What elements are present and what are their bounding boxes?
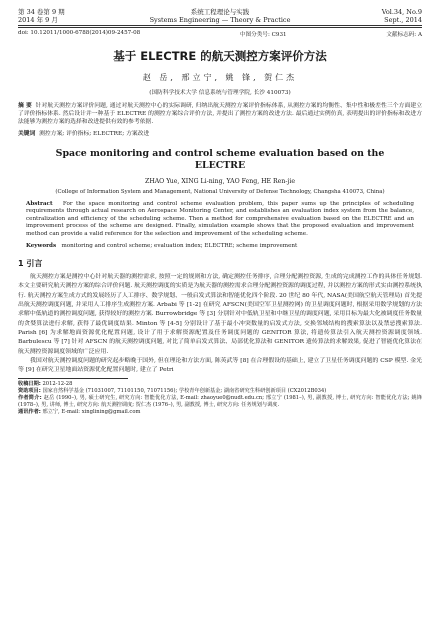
affiliation-cn: (国防科学技术大学 信息系统与管理学院, 长沙 410073): [149, 90, 291, 96]
keywords-cn: [18, 130, 422, 138]
abstract-text-cn: 针对航天测控方案评价问题, 通过对航天测控中心的实际调研, 归纳出航天测控方案评价指标体系, 从测控方案的均衡性、集中性和极差性三个方面建立了评价指标体系. 然后设计并一种基于 ELECTRE 的测控方案综合评价方法, 并提出了测控方案的改进方法. 最后通过实例仿真, 表明提出的评价指标和改进方法能够为测控方案的选择和改进提供有效的参考依据.: [18, 103, 422, 126]
abstract-cn: [18, 102, 422, 127]
body-paragraph-2: 我国对航天测控调度问题的研究起步略晚于国外, 但在理论和方法方面, 陈英武等 [8] 在合理假设的基础上, 建立了卫星任务调度问题的 CSP 模型. 金光等 [9] 在研究卫星地面站资源优化配置问题时, 建立了 Petri: [18, 357, 422, 374]
abstract-en: [26, 201, 414, 239]
bio-label: 作者简介:: [18, 395, 42, 402]
journal-name-en: Systems Engineering — Theory & Practice: [149, 16, 291, 24]
header-rule-thin: [18, 27, 422, 28]
funding-text: 国家自然科学基金 (71031007, 71101150, 71071156); 学校青年创新基金; 湖南省研究生科研创新项目 (CX2012B034): [42, 388, 327, 395]
keywords-text-en: monitoring and control scheme; evaluation index; ELECTRE; scheme improvement: [61, 242, 298, 249]
running-header: [18, 8, 422, 24]
section-heading-introduction: 1 引言: [18, 259, 43, 269]
journal-name-cn: 系统工程理论与实践: [190, 8, 250, 16]
footnote-bio: [18, 395, 422, 409]
abstract-label-en: Abstract: [26, 200, 53, 207]
doi: doi: 10.12011/1000-6788(2014)09-2457-08: [18, 30, 141, 36]
authors-cn: 赵 岳, 邢立宁, 姚 锋, 贺仁杰: [142, 73, 298, 82]
footnote-corresponding: [18, 409, 422, 416]
paper-page: [18, 8, 422, 416]
received-label: 收稿日期:: [18, 381, 41, 388]
funding-label: 资助项目:: [18, 388, 41, 395]
corresponding-label: 通讯作者:: [18, 409, 41, 416]
affiliation-en: (College of Information System and Management, National University of Defense Technology, Changsha 410073, China): [55, 188, 385, 195]
body-paragraph-1: 航天测控方案是测控中心针对航天器的测控需求, 按照一定的规则和方法, 确定测控任务排序, 合理分配测控资源, 生成的完成测控工作的具体任务规划. 本文主要研究航天测控方案的综合评价问题. 航天测控调度的实质是为航天器的测控需求合理分配测控资源的调度过程, 并以测控方案的形式实由测控系统执行. 航天测控方案生成方式的发展经历了人工排序、数学规划、一般启发式算法和智能优化四个阶段. 20 世纪 80 年代, NASA(美国航空航天管理局) 首先提出航天测控调度问题, 并采用人工排序生成测控方案. Arbabi 等 [1-2] 在研究 AFSCN(美国空军卫星测控网) 的卫星调度问题时, 根据采用数学规划的方法求解中低轨道的测控调度问题, 获得较好的测控方案. Burrowbridge 等 [3] 分别针对中低轨卫星和中继卫星的调度问题, 采用目标为最大化被调度任务数量的贪婪算法进行求解, 获得了最优调度结果. Minton 等 [4-5] 分别设计了基于最小冲突数量的启发式方法, 交换邻域结构的搜索算法以及禁忌搜索算法. Parish [6] 为求解地面资源优化配置问题, 设计了用于求解资源配置及任务调度问题的 GENITOR 算法, 将遗传算法引入航天测控资源调度领域. Barbulescu 等 [7] 针对 AFSCN 的航天测控调度问题, 对比了简单启发式算法、局部优化算法和 GENITOR 遗传算法的求解效果, 促进了智能优化算法在航天测控资源调度领域的广泛应用.: [18, 274, 422, 355]
volume-issue-en: Vol.34, No.9: [381, 8, 422, 16]
clc-number: 中图分类号: C931: [239, 32, 287, 38]
title-cn: 基于 ELECTRE 的航天测控方案评价方法: [113, 49, 327, 63]
date-cn: 2014 年 9 月: [18, 16, 58, 24]
document-code: 文献标志码: A: [386, 32, 422, 38]
received-date: 2012-12-28: [42, 381, 73, 388]
header-center: [108, 8, 332, 24]
title-en: Space monitoring and control scheme evaluation based on the ELECTRE: [55, 147, 385, 171]
header-right: [332, 8, 422, 24]
date-en: Sept., 2014: [384, 16, 422, 24]
keywords-label-en: Keywords: [26, 242, 57, 249]
article-meta: [18, 30, 422, 38]
header-left: [18, 8, 108, 24]
authors-en: ZHAO Yue, XING Li-ning, YAO Feng, HE Ren-jie: [145, 177, 295, 185]
keywords-en: [26, 243, 414, 251]
keywords-text-cn: 测控方案; 评价指标; ELECTRE; 方案改进: [39, 130, 150, 137]
abstract-text-en: For the space monitoring and control scheme evaluation problem, this paper sums up the principles of scheduling requirements through actual research on Aerospace Monitoring Center, and establishes an evaluation index system from the balance, centralization and efficiency of the scheduling scheme. Then a method for comprehensive evaluation based on the ELECTRE and an improvement process of the scheme are designed. Finally, simulation example shows that the proposed evaluation and improvement method can provide a valid reference for the selection and improvement of the scheduling scheme.: [26, 200, 414, 237]
header-rule: [18, 25, 422, 26]
abstract-label-cn: 摘 要: [18, 103, 32, 109]
bio-text: 赵岳 (1990–), 男, 硕士研究生, 研究方向: 智能优化方法, E-mail: zhaoyue0@nudt.edu.cn; 邢立宁 (1981–), 男, 副教授, 博士, 研究方向: 智能优化方法; 姚锋 (1978–), 男, 讲师, 博士, 研究方向: 航天测控调度; 贺仁杰 (1976–), 男, 副教授, 博士, 研究方向: 任务规划与调度.: [18, 395, 422, 409]
corresponding-text: 邢立宁, E-mail: xinglining@gmail.com: [42, 409, 141, 416]
volume-issue-cn: 第 34 卷第 9 期: [18, 8, 65, 16]
footnote-rule: [18, 378, 128, 379]
keywords-label-cn: 关键词: [18, 130, 36, 137]
